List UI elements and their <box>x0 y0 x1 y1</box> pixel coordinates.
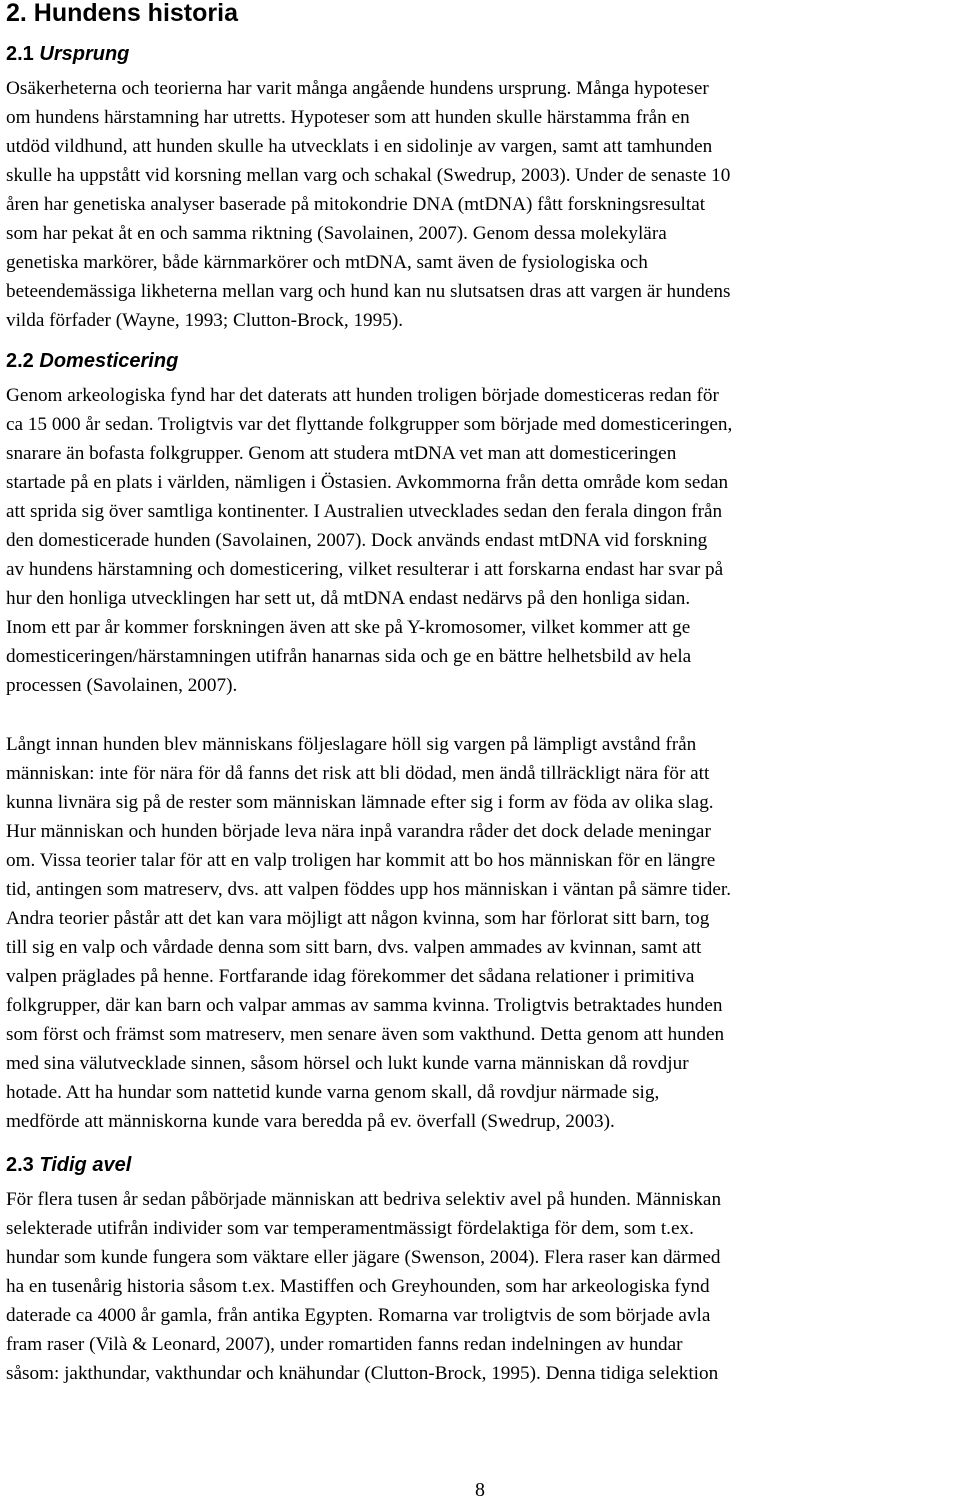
section-domesticering <box>6 349 956 1136</box>
chapter-title: 2. Hundens historia <box>6 0 238 27</box>
paragraph: Genom arkeologiska fynd har det daterats att hunden troligen började domesticeras redan för ca 15 000 år sedan. Troligtvis var det flyttande folkgrupper som började med domesticeringen, snarare än bofasta folkgrupper. Genom att studera mtDNA vet man att domesticeringen startade på en plats i världen, nämligen i Östasien. Avkommorna från detta område kom sedan att sprida sig över samtliga kontinenter. I Australien utvecklades sedan den ferala dingon från den domesticerade hunden (Savolainen, 2007). Dock används endast mtDNA vid forskning av hundens härstamning och domesticering, vilket resulterar i att forskarna endast har svar på hur den honliga utvecklingen har sett ut, då mtDNA endast nedärvs på den honliga sidan. Inom ett par år kommer forskningen även att ske på Y-kromosomer, vilket kommer att ge domesticeringen/härstamningen utifrån hanarnas sida och ge en bättre helhetsbild av hela processen (Savolainen, 2007). <box>6 385 733 696</box>
section-title: Domesticering <box>39 350 179 372</box>
section-number: 2.3 <box>6 1154 34 1176</box>
section-ursprung <box>6 42 956 335</box>
section-tidig-avel <box>6 1153 956 1388</box>
section-title: Tidig avel <box>39 1154 132 1176</box>
section-number: 2.2 <box>6 350 34 372</box>
paragraph: Osäkerheterna och teorierna har varit många angående hundens ursprung. Många hypoteser om hundens härstamning har utretts. Hypoteser som att hunden skulle härstamma från en utdöd vildhund, att hunden skulle ha utvecklats i en sidolinje av vargen, samt att tamhunden skulle ha uppstått vid korsning mellan varg och schakal (Swedrup, 2003). Under de senaste 10 åren har genetiska analyser baserade på mitokondrie DNA (mtDNA) fått forskningsresultat som har pekat åt en och samma riktning (Savolainen, 2007). Genom dessa molekylära genetiska markörer, både kärnmarkörer och mtDNA, samt även de fysiologiska och beteendemässiga likheterna mellan varg och hund kan nu slutsatsen dras att vargen är hundens vilda förfader (Wayne, 1993; Clutton-Brock, 1995). <box>6 78 731 331</box>
section-heading <box>6 349 956 373</box>
page-number: 8 <box>475 1479 485 1501</box>
paragraph: För flera tusen år sedan påbörjade människan att bedriva selektiv avel på hunden. Människan selekterade utifrån individer som var temperamentmässigt fördelaktiga för dem, som t.ex. hundar som kunde fungera som väktare eller jägare (Swenson, 2004). Flera raser kan därmed ha en tusenårig historia såsom t.ex. Mastiffen och Greyhounden, som har arkeologiska fynd daterade ca 4000 år gamla, från antika Egypten. Romarna var troligtvis de som började avla fram raser (Vilà & Leonard, 2007), under romartiden fanns redan indelningen av hundar såsom: jakthundar, vakthundar och knähundar (Clutton-Brock, 1995). Denna tidiga selektion <box>6 1189 722 1384</box>
section-heading <box>6 42 956 66</box>
section-title: Ursprung <box>39 43 130 65</box>
paragraph: Långt innan hunden blev människans följeslagare höll sig vargen på lämpligt avstånd från människan: inte för nära för då fanns det risk att bli dödad, men ändå tillräckligt nära för att kunna livnära sig på de rester som människan lämnade efter sig i form av föda av olika slag. Hur människan och hunden började leva nära inpå varandra råder det dock delade meningar om. Vissa teorier talar för att en valp troligen har kommit att bo hos människan för en längre tid, antingen som matreserv, dvs. att valpen föddes upp hos människan i väntan på sämre tider. Andra teorier påstår att det kan vara möjligt att någon kvinna, som har förlorat sitt barn, tog till sig en valp och vårdade denna som sitt barn, dvs. valpen ammades av kvinnan, samt att valpen präglades på henne. Fortfarande idag förekommer det sådana relationer i primitiva folkgrupper, där kan barn och valpar ammas av samma kvinna. Troligtvis betraktades hunden som först och främst som matreserv, men senare även som vakthund. Detta genom att hunden med sina välutvecklade sinnen, såsom hörsel och lukt kunde varna människan då rovdjur hotade. Att ha hundar som nattetid kunde varna genom skall, då rovdjur närmade sig, medförde att människorna kunde vara beredda på ev. överfall (Swedrup, 2003). <box>6 734 732 1132</box>
section-heading <box>6 1153 956 1177</box>
document-page <box>6 0 956 1406</box>
section-number: 2.1 <box>6 43 34 65</box>
